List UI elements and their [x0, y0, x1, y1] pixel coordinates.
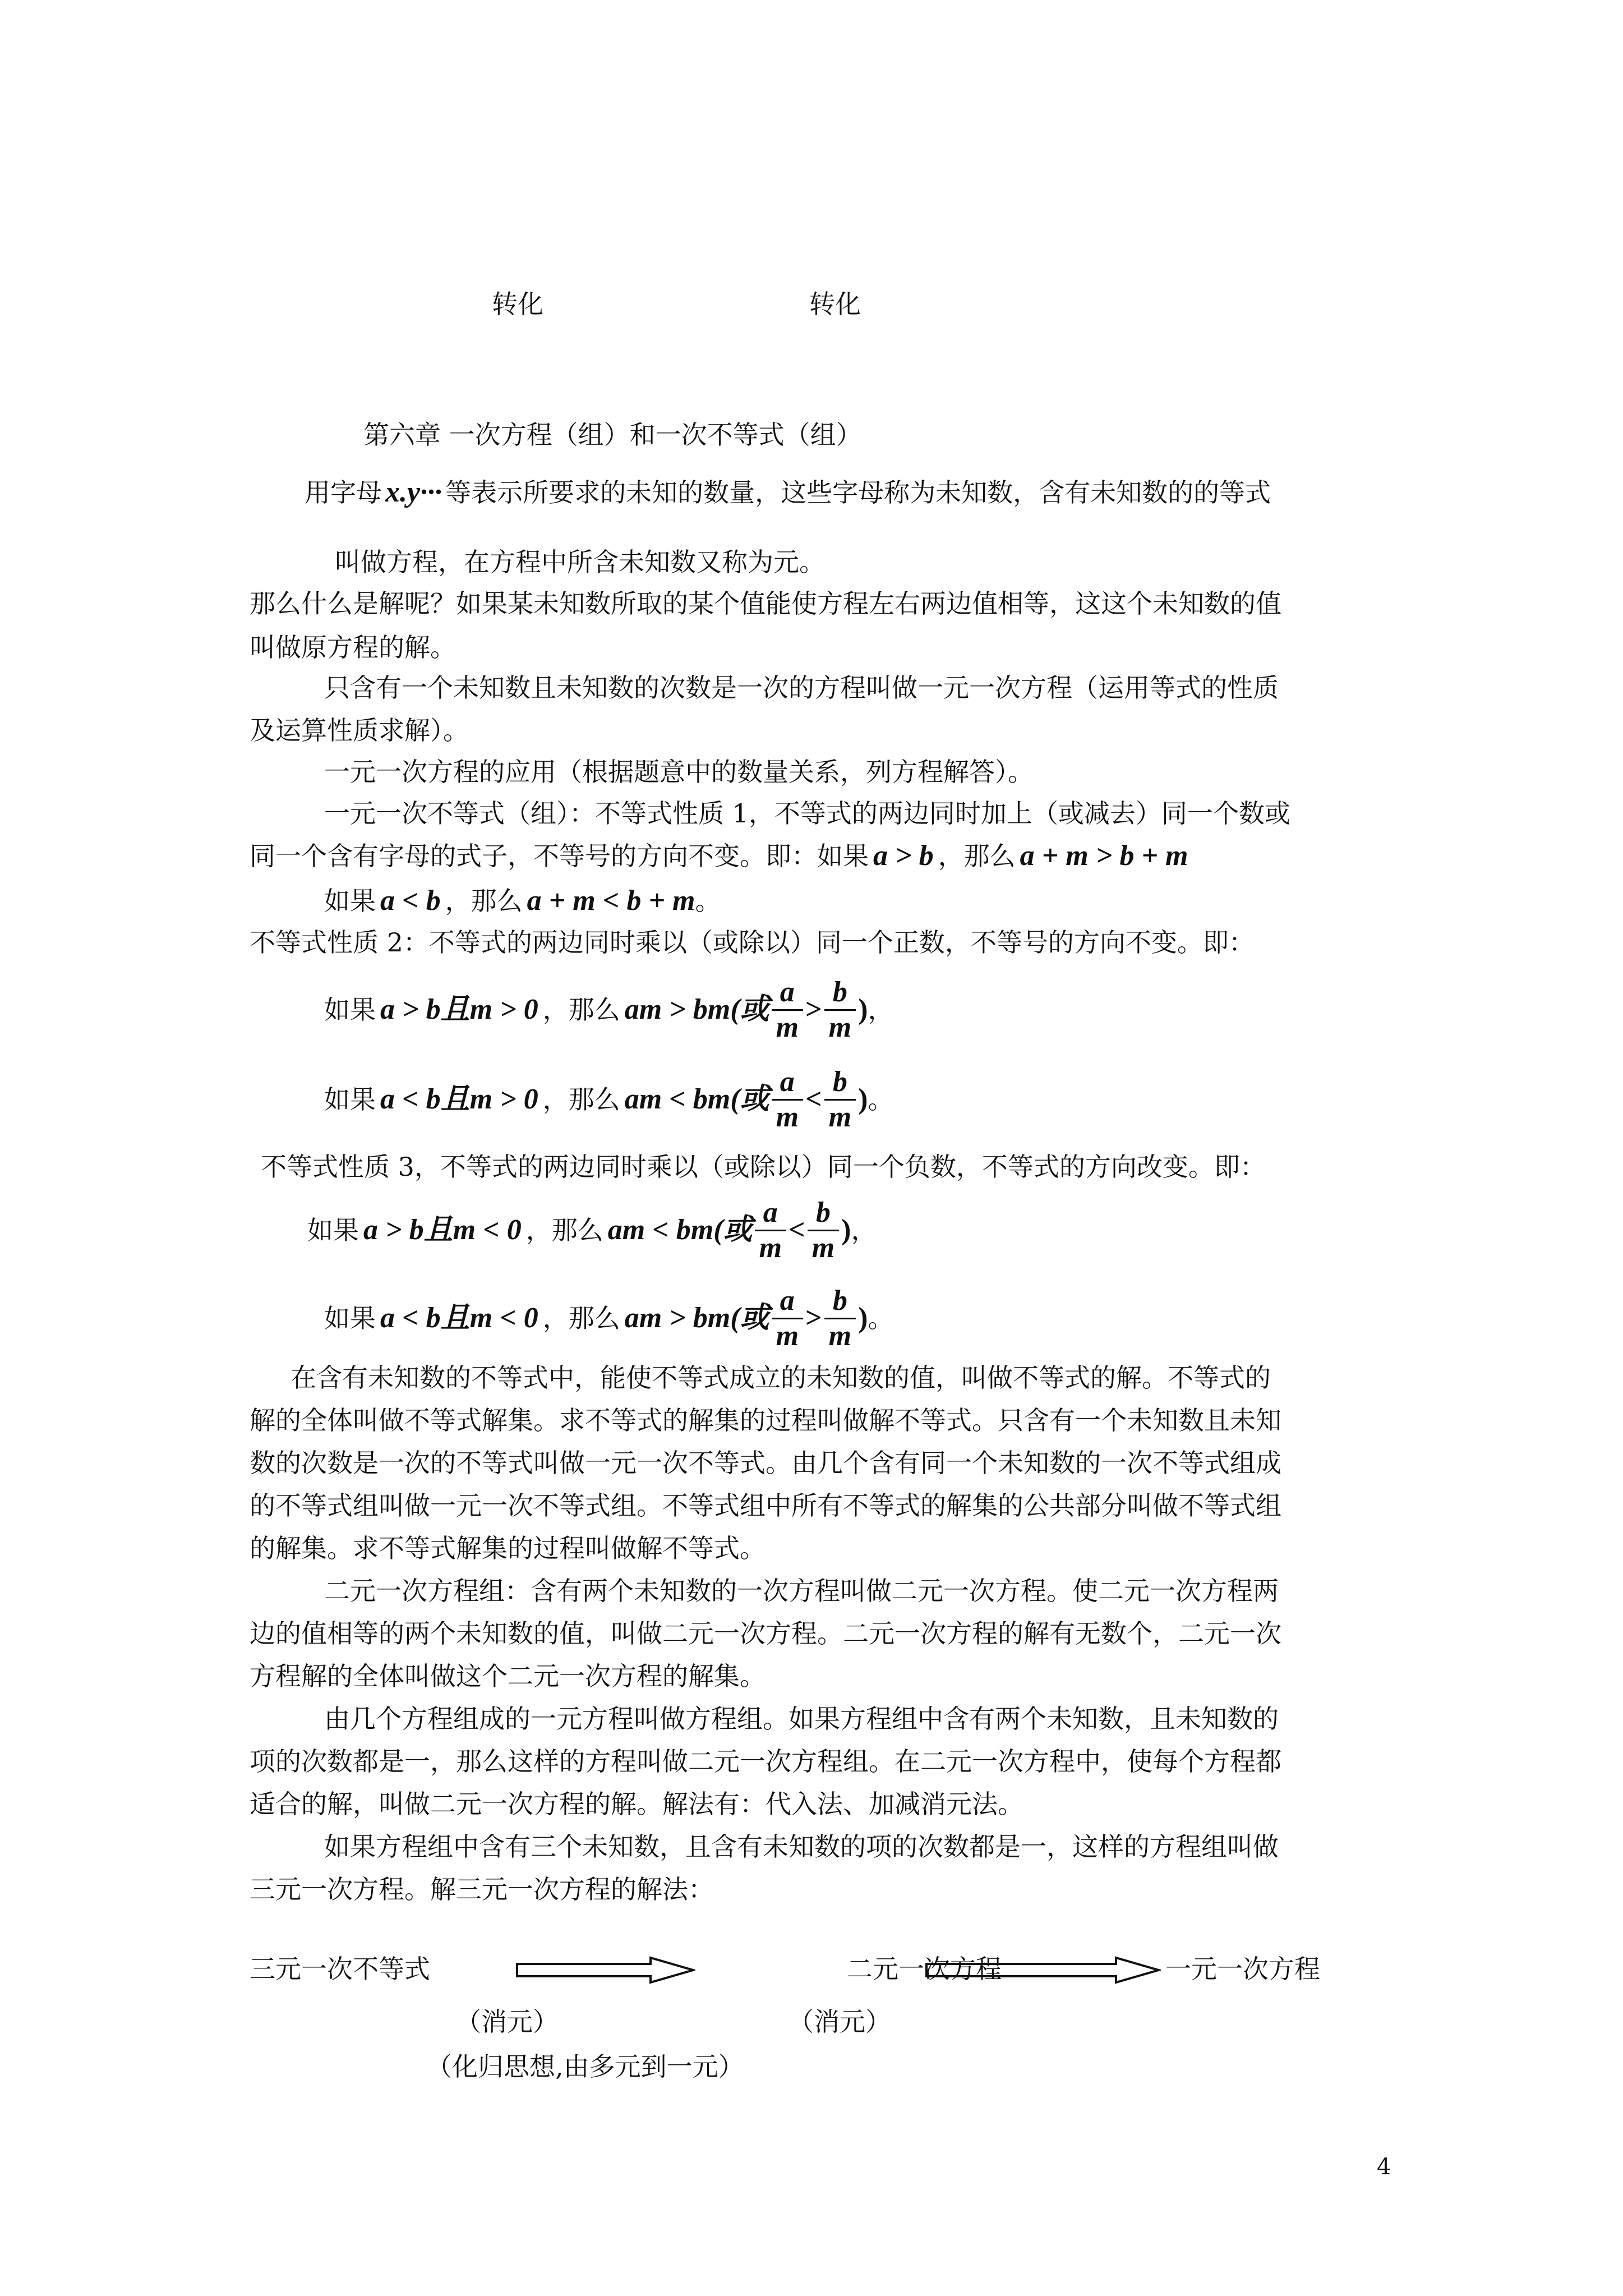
p1-prefix: 用字母 [305, 477, 382, 508]
flow-label-xiaoyuan-1: （消元） [455, 2007, 559, 2037]
p9-line: 三元一次方程。解三元一次方程的解法： [250, 1874, 714, 1904]
prop3-intro: 不等式性质 3，不等式的两边同时乘以（或除以）同一个负数，不等式的方向改变。即： [261, 1152, 1266, 1182]
fraction-denominator: m [759, 1231, 782, 1264]
p5-math-sum-lt: a + m < b + m [527, 885, 695, 917]
prop3-formula-2 [324, 1282, 893, 1355]
fraction-numerator: b [808, 1196, 839, 1231]
formula-result: am < bm(或 [607, 1214, 753, 1246]
p9-line: 如果方程组中含有三个未知数，且含有未知数的项的次数都是一，这样的方程组叫做 [324, 1832, 1279, 1862]
formula-end-punct: 。 [868, 1084, 894, 1115]
p5-line3-end: 。 [695, 886, 721, 916]
formula-result: am < bm(或 [624, 1083, 769, 1115]
p1-line2: 叫做方程，在方程中所含未知数又称为元。 [335, 547, 825, 577]
p2-line2: 叫做原方程的解。 [250, 632, 456, 662]
fraction-denominator: m [828, 1101, 852, 1133]
formula-result: am > bm(或 [624, 993, 769, 1025]
formula-condition: a > b且m < 0 [363, 1214, 522, 1246]
fraction-denominator: m [776, 1319, 799, 1352]
p8-line: 适合的解，叫做二元一次方程的解。解法有：代入法、加减消元法。 [250, 1789, 1023, 1819]
fraction-a-over-m [772, 976, 803, 1045]
p5-line2-mid: ，那么 [938, 841, 1016, 871]
formula-ruguo: 如果 [307, 1215, 359, 1245]
fraction-numerator: a [772, 976, 803, 1011]
formula-ruguo: 如果 [324, 1303, 376, 1333]
p4: 一元一次方程的应用（根据题意中的数量关系，列方程解答）。 [324, 757, 1034, 787]
flow-node-binary: 二元一次方程 [847, 1954, 1002, 1984]
formula-condition: a < b且m > 0 [380, 1083, 538, 1115]
fraction-denominator: m [828, 1319, 852, 1352]
formula-close-paren: ) [858, 1302, 868, 1334]
formula-operator: > [805, 1302, 822, 1334]
formula-close-paren: ) [841, 1214, 851, 1246]
p5-line1: 一元一次不等式（组）：不等式性质 1，不等式的两边同时加上（或减去）同一个数或 [324, 798, 1290, 829]
formula-close-paren: ) [858, 993, 868, 1025]
formula-operator: > [805, 993, 822, 1025]
flow-arrow-icon [516, 1956, 695, 1984]
formula-result: am > bm(或 [624, 1302, 769, 1334]
fraction-denominator: m [811, 1231, 835, 1264]
prop3-formula-1 [307, 1194, 877, 1267]
formula-condition: a > b且m > 0 [380, 993, 538, 1025]
p1-vars: x.y··· [385, 476, 442, 508]
formula-namo: ，那么 [542, 995, 620, 1025]
prop2-formula-2 [324, 1063, 893, 1136]
top-label-right: 转化 [809, 289, 861, 319]
p5-math-a-lt-b: a < b [380, 885, 441, 917]
formula-ruguo: 如果 [324, 995, 376, 1025]
p6-line: 的不等式组叫做一元一次不等式组。不等式组中所有不等式的解集的公共部分叫做不等式组 [250, 1490, 1281, 1521]
fraction-numerator: a [772, 1065, 803, 1101]
top-label-left: 转化 [492, 289, 543, 319]
p5-math-a-gt-b: a > b [873, 840, 934, 872]
fraction-numerator: b [824, 1065, 856, 1101]
fraction-numerator: b [824, 976, 856, 1011]
fraction-denominator: m [776, 1101, 799, 1133]
p2-line1: 那么什么是解呢？如果某未知数所取的某个值能使方程左右两边值相等，这这个未知数的值 [250, 588, 1281, 619]
p6-line: 数的次数是一次的不等式叫做一元一次不等式。由几个含有同一个未知数的一次不等式组成 [250, 1448, 1281, 1478]
p5-line3 [324, 884, 721, 918]
p5-line3-mid: ，那么 [445, 886, 523, 916]
flow-arrow-icon [925, 1956, 1161, 1984]
formula-namo: ，那么 [525, 1215, 603, 1245]
prop2-intro: 不等式性质 2：不等式的两边同时乘以（或除以）同一个正数，不等号的方向不变。即： [250, 927, 1255, 958]
fraction-numerator: a [755, 1196, 786, 1231]
fraction-b-over-m [824, 1065, 856, 1134]
fraction-denominator: m [776, 1011, 799, 1043]
formula-operator: < [789, 1214, 805, 1246]
prop2-formula-1 [324, 973, 893, 1046]
formula-operator: < [805, 1083, 822, 1115]
p6-line: 在含有未知数的不等式中，能使不等式成立的未知数的值，叫做不等式的解。不等式的 [291, 1363, 1271, 1393]
flow-label-xiaoyuan-2: （消元） [788, 2007, 891, 2037]
flow-note: （化归思想,由多元到一元） [426, 2051, 744, 2082]
formula-namo: ，那么 [542, 1303, 620, 1333]
formula-condition: a < b且m < 0 [380, 1302, 538, 1334]
formula-close-paren: ) [858, 1083, 868, 1115]
p8-line: 项的次数都是一，那么这样的方程叫做二元一次方程组。在二元一次方程中，使每个方程都 [250, 1746, 1281, 1777]
p3-line2: 及运算性质求解）。 [250, 715, 469, 746]
fraction-numerator: b [824, 1284, 856, 1319]
p1-line1 [305, 476, 1271, 509]
formula-end-punct: ， [868, 995, 894, 1025]
flow-node-ternary: 三元一次不等式 [250, 1954, 430, 1984]
p1-suffix: 等表示所要求的未知的数量，这些字母称为未知数，含有未知数的的等式 [445, 477, 1271, 508]
p5-line2-text: 同一个含有字母的式子，不等号的方向不变。即：如果 [250, 841, 869, 871]
p5-math-sum-gt: a + m > b + m [1020, 840, 1188, 872]
formula-namo: ，那么 [542, 1084, 620, 1115]
formula-ruguo: 如果 [324, 1084, 376, 1115]
p5-line2 [250, 839, 1188, 873]
fraction-a-over-m [772, 1284, 803, 1353]
fraction-b-over-m [808, 1196, 839, 1265]
page-number: 4 [1377, 2154, 1391, 2180]
p5-line3-text: 如果 [324, 886, 376, 916]
fraction-denominator: m [828, 1011, 852, 1043]
p7-line: 方程解的全体叫做这个二元一次方程的解集。 [250, 1661, 766, 1691]
p7-line: 二元一次方程组：含有两个未知数的一次方程叫做二元一次方程。使二元一次方程两 [324, 1576, 1279, 1606]
fraction-a-over-m [772, 1065, 803, 1134]
p8-line: 由几个方程组成的一元方程叫做方程组。如果方程组中含有两个未知数，且未知数的 [324, 1704, 1279, 1734]
fraction-numerator: a [772, 1284, 803, 1319]
fraction-a-over-m [755, 1196, 786, 1265]
flow-node-single: 一元一次方程 [1165, 1954, 1320, 1984]
p6-line: 解的全体叫做不等式解集。求不等式的解集的过程叫做解不等式。只含有一个未知数且未知 [250, 1405, 1281, 1435]
fraction-b-over-m [824, 976, 856, 1045]
formula-end-punct: ， [851, 1215, 877, 1245]
p3-line1: 只含有一个未知数且未知数的次数是一次的方程叫做一元一次方程（运用等式的性质 [324, 673, 1279, 703]
fraction-b-over-m [824, 1284, 856, 1353]
formula-end-punct: 。 [868, 1303, 894, 1333]
p7-line: 边的值相等的两个未知数的值，叫做二元一次方程。二元一次方程的解有无数个，二元一次 [250, 1618, 1281, 1649]
p6-line: 的解集。求不等式解集的过程叫做解不等式。 [250, 1533, 766, 1563]
chapter-title: 第六章 一次方程（组）和一次不等式（组） [363, 420, 862, 450]
